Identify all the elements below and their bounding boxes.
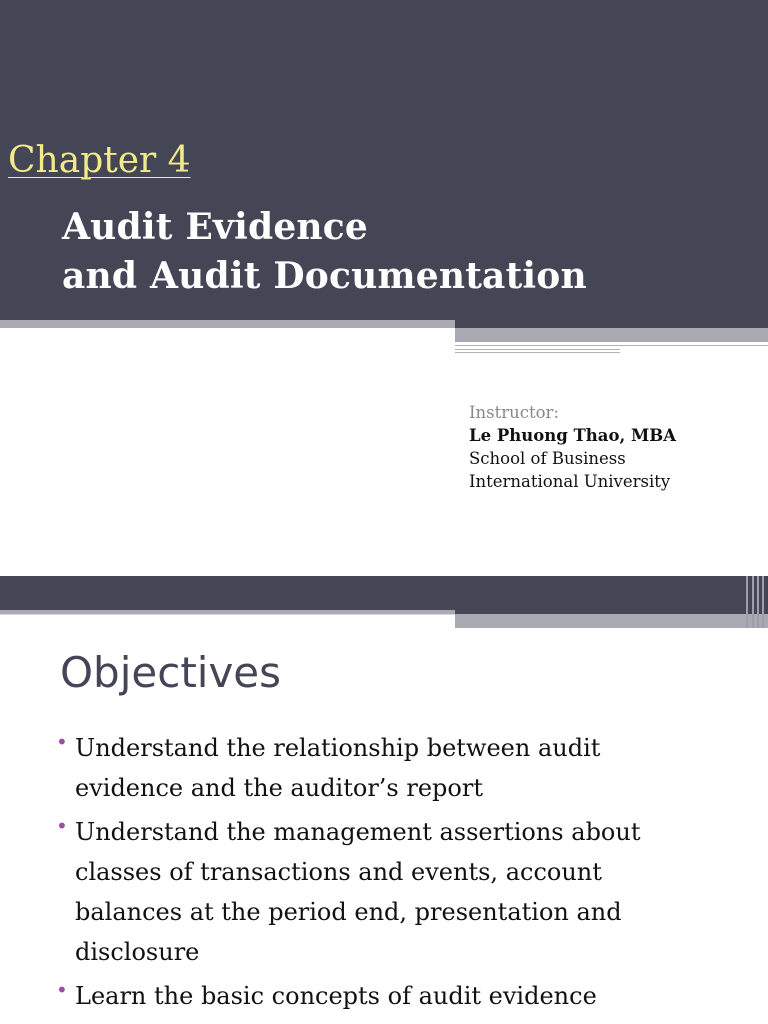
- slide-heading: Objectives: [60, 648, 282, 697]
- bullet-icon: •: [56, 814, 68, 838]
- school-name: School of Business: [469, 449, 626, 468]
- decorative-stripe: [752, 576, 754, 628]
- slide-title-line-1: Audit Evidence: [62, 206, 369, 248]
- objective-text-line: Understand the relationship between audit: [75, 734, 601, 762]
- bullet-icon: •: [56, 730, 68, 754]
- decorative-stripe: [762, 576, 764, 628]
- decorative-rule: [455, 352, 620, 353]
- instructor-label: Instructor:: [469, 403, 560, 422]
- objectives-slide: [0, 576, 768, 1024]
- instructor-name: Le Phuong Thao, MBA: [469, 426, 676, 445]
- objective-item: [56, 976, 756, 1016]
- decorative-stripe: [757, 576, 759, 628]
- decorative-rule: [0, 614, 455, 615]
- accent-band-right: [455, 614, 768, 628]
- decorative-stripe: [746, 576, 748, 628]
- objective-item: [56, 812, 756, 972]
- chapter-label[interactable]: Chapter 4: [8, 140, 191, 181]
- accent-band-right: [455, 328, 768, 342]
- bullet-icon: •: [56, 978, 68, 1002]
- objective-text-line: Learn the basic concepts of audit evidence: [75, 982, 597, 1010]
- objective-text-line: Understand the management assertions about: [75, 818, 641, 846]
- objectives-list: [56, 728, 756, 1020]
- objective-text-line: classes of transactions and events, account: [75, 858, 602, 886]
- accent-band-left: [0, 320, 455, 328]
- decorative-rule: [455, 345, 768, 346]
- header-band: [0, 576, 768, 610]
- objective-item: [56, 728, 756, 808]
- university-name: International University: [469, 472, 671, 491]
- slide-title-line-2: and Audit Documentation: [62, 255, 587, 297]
- objective-text-line: balances at the period end, presentation and: [75, 898, 622, 926]
- decorative-rule: [455, 349, 620, 350]
- objective-text-line: evidence and the auditor’s report: [75, 774, 483, 802]
- objective-text-line: disclosure: [75, 938, 200, 966]
